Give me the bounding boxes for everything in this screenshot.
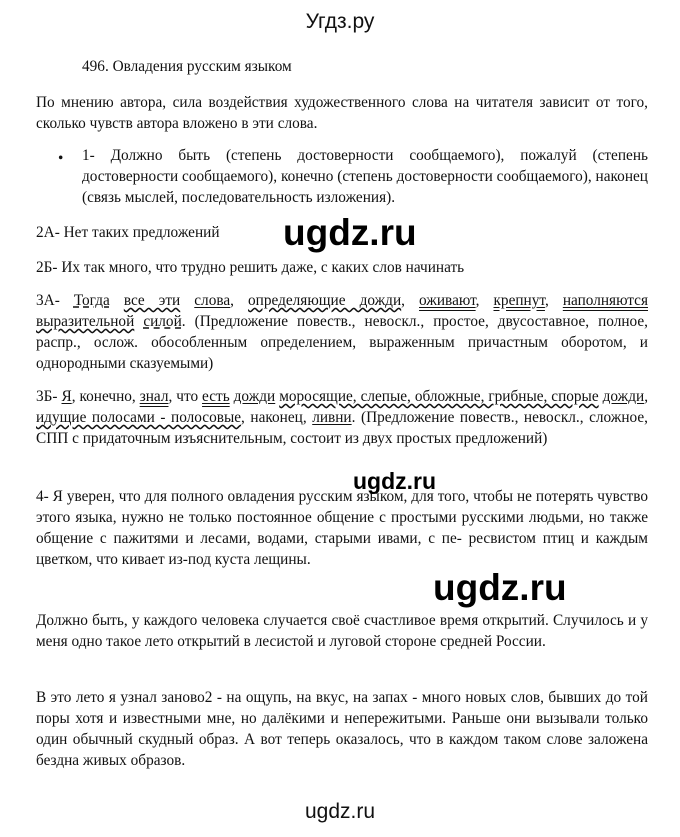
watermark: ugdz.ru xyxy=(283,212,417,253)
adverb-tolda: Тогда xyxy=(73,292,110,309)
subject-dozhdi: дожди xyxy=(233,388,276,405)
subject-dozhdi-2: дожди xyxy=(602,388,645,405)
item-1: 1- Должно быть (степень достоверности сообщаемого), пожалуй (степень достоверности сообщаемого), конечно (степень достоверности сообщаемого), наконец (связь мыслей, последовательность изложения). xyxy=(82,147,648,206)
subject-livni: ливни xyxy=(312,409,352,426)
subject-ya: Я xyxy=(61,388,72,405)
item-3a-num: 3А- xyxy=(36,292,60,309)
participial-phrase-2: идущие полосами - полосовые xyxy=(36,409,242,426)
subject-slova: слова xyxy=(194,292,231,309)
item-4: 4- Я уверен, что для полного овладения русским языком, для того, чтобы не потерять чувство этого языка, нужно не только постоянное общение с простыми русскими людьми, но также общение с пажитями и лесами, водами, старыми ивами, с пе- ресвистом птиц и каждым цветком, что кивает из-под куста лещины. xyxy=(36,488,648,568)
definition-vyrazitelnoy: выразительной xyxy=(36,313,135,330)
item-2a: 2А- Нет таких предложений xyxy=(36,224,220,241)
item-3a-analysis: . (Предложение повеств., невоскл., простое, двусоставное, полное, распр., ослож. обособленным определением, выраженным причастным оборотом, и однородными сказуемыми) xyxy=(36,313,648,372)
item-3b-analysis: . (Предложение повеств., невоскл., сложное, СПП с придаточным изъяснительным, состоит из двух простых предложений) xyxy=(36,409,648,447)
paragraph-5: Должно быть, у каждого человека случается своё счастливое время открытий. Случилось и у меня одно такое лето открытий в лесистой и луговой стороне средней России. xyxy=(36,612,648,650)
item-3b-num: 3Б- xyxy=(36,388,58,405)
homogeneous-definitions: моросящие, слепые, обложные, грибные, спорые xyxy=(279,388,599,405)
site-header: Угдз.ру xyxy=(305,10,375,33)
watermark: ugdz.ru xyxy=(353,468,437,494)
participial-phrase: определяющие дожди xyxy=(248,292,402,309)
item-3a: 3А- Тогда все эти слова, определяющие дожди, оживают, крепнут, наполняются выразительной силой. (Предложение повеств., невоскл., простое, двусоставное, полное, распр., ослож. обособленным определением, выраженным причастным оборотом, и однородными сказуемыми) xyxy=(36,292,648,372)
predicate-znal: знал xyxy=(139,388,169,405)
paragraph-6: В это лето я узнал заново2 - на ощупь, на вкус, на запах - много новых слов, бывших до той поры хотя и известными мне, но далёкими и непережитыми. Раньше они вызывали только один обычный скудный образ. А вот теперь оказалось, что в каждом таком слове заложена бездна живых образов. xyxy=(36,689,648,769)
intro-paragraph: По мнению автора, сила воздействия художественного слова на читателя зависит от того, сколько чувств автора вложено в эти слова. xyxy=(36,94,648,132)
predicate-est: есть xyxy=(202,388,230,405)
site-footer: ugdz.ru xyxy=(304,800,376,823)
predicate-ozhivayut: оживают xyxy=(419,292,476,309)
item-3b: 3Б- Я, конечно, знал, что есть дожди моросящие, слепые, обложные, грибные, спорые дожди, идущие полосами - полосовые, наконец, ливни. (Предложение повеств., невоскл., сложное, СПП с придаточным изъяснительным, состоит из двух простых предложений) xyxy=(36,388,649,447)
exercise-title: 496. Овладения русским языком xyxy=(82,58,292,75)
item-2b: 2Б- Их так много, что трудно решить даже, с каких слов начинать xyxy=(36,259,465,276)
predicate-krepnut: крепнут xyxy=(493,292,545,309)
watermark: ugdz.ru xyxy=(433,567,567,608)
bullet-marker: • xyxy=(58,150,64,167)
object-siloy: силой xyxy=(143,313,182,330)
predicate-napolnyayutsya: наполняются xyxy=(562,292,648,309)
definition-vse-eti: все эти xyxy=(123,292,181,309)
